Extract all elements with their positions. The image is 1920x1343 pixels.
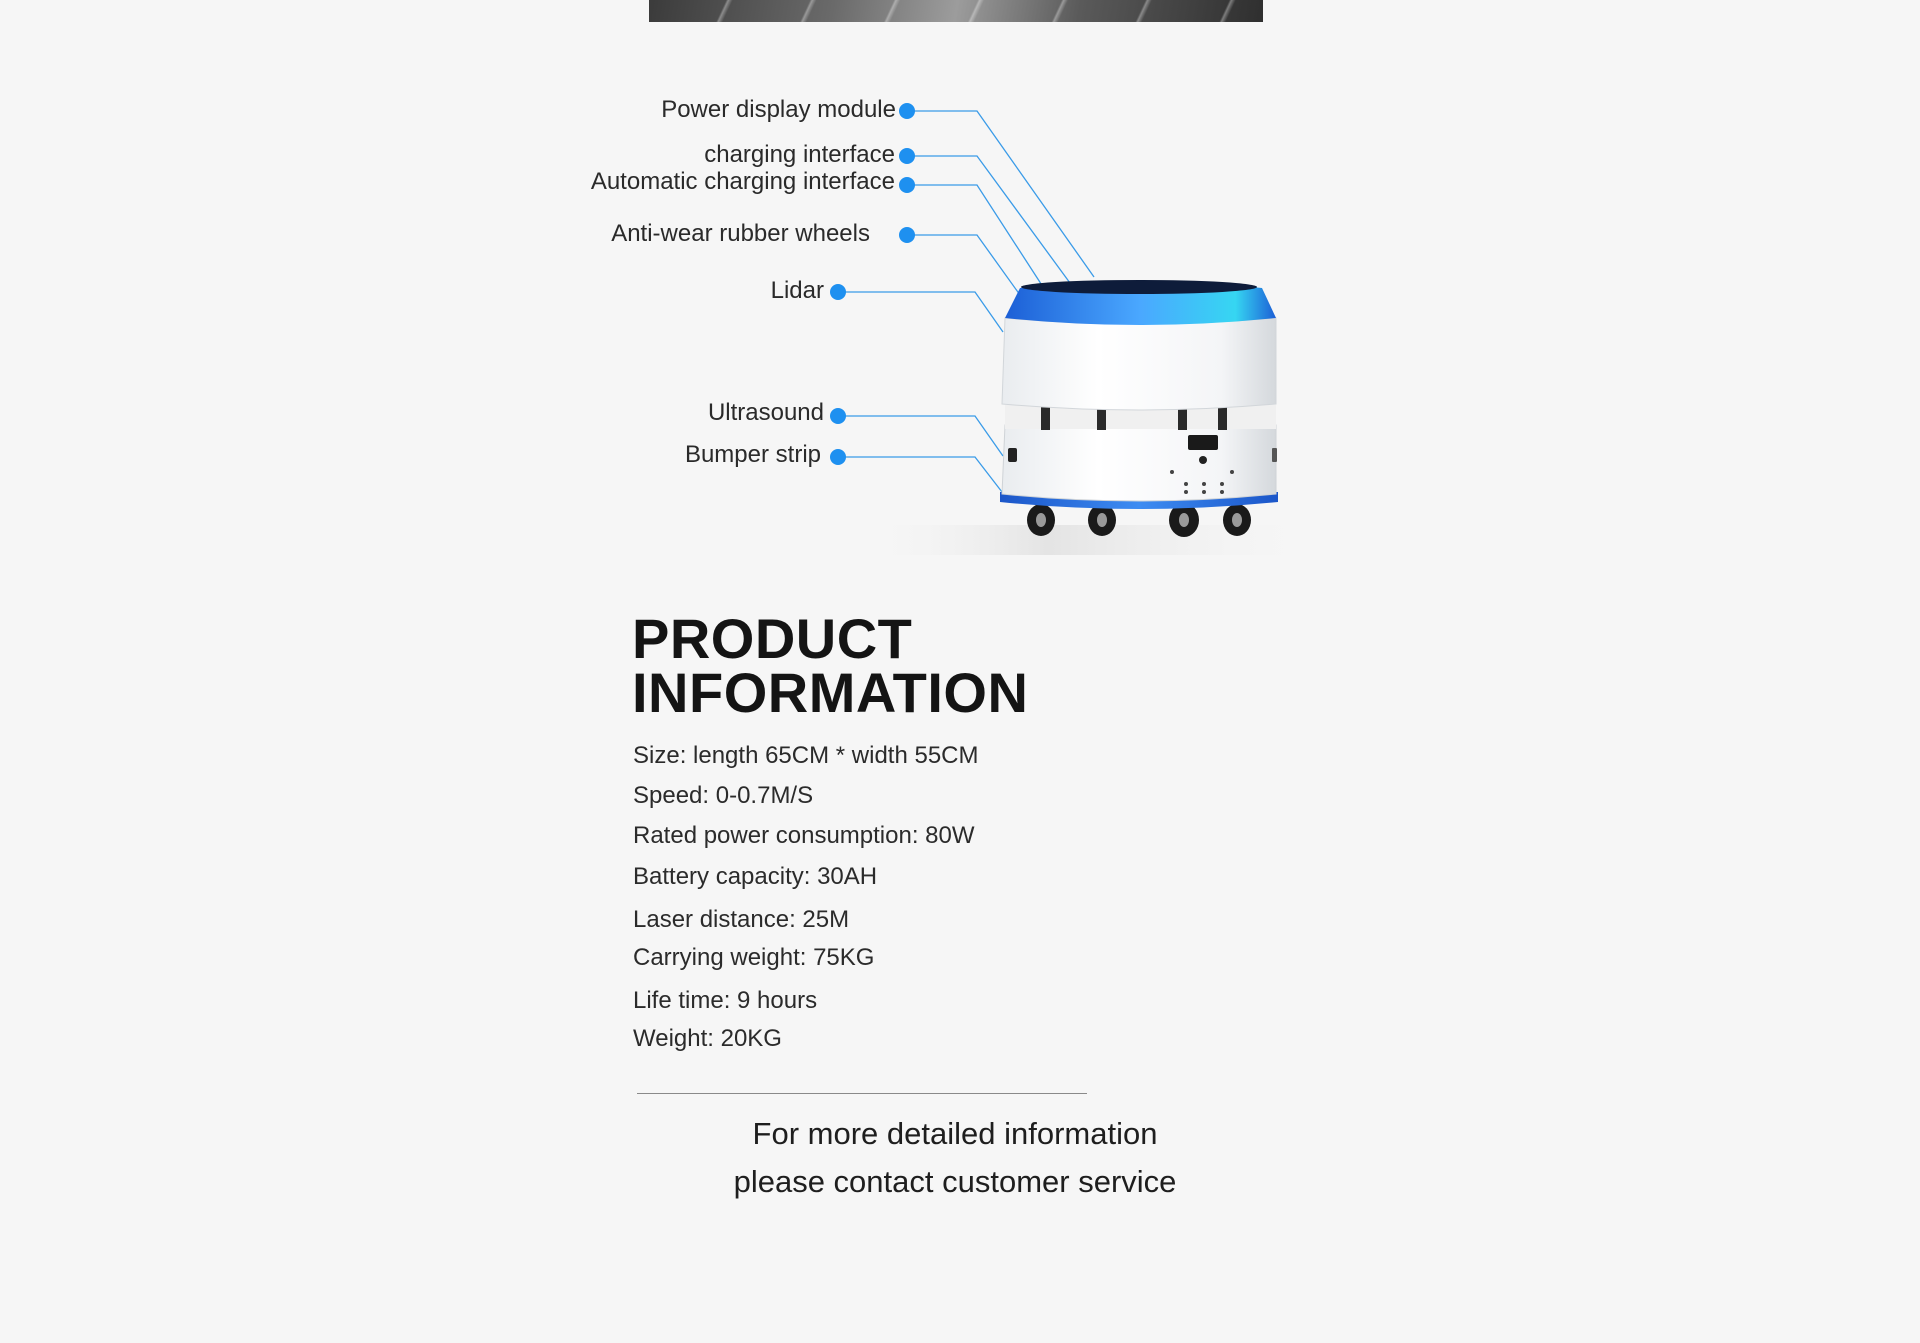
robot-power-display: [1188, 435, 1218, 450]
robot-button: [1199, 456, 1207, 464]
callout-line-bumper: [838, 457, 1002, 492]
robot-lower-body: [1002, 425, 1276, 501]
callout-label-power-display: Power display module: [661, 96, 896, 123]
spec-carrying-weight: Carrying weight: 75KG: [633, 944, 875, 971]
callout-line-charging-interface: [907, 156, 1070, 283]
robot-top-lid: [1021, 280, 1257, 294]
section-divider: [637, 1093, 1087, 1094]
contact-note: [700, 1110, 1210, 1206]
robot-wheel-hubs: [1036, 513, 1242, 527]
callout-label-ultrasound: Ultrasound: [707, 399, 824, 426]
spec-speed: Speed: 0-0.7M/S: [633, 782, 814, 809]
robot-image: [860, 280, 1330, 555]
spec-laser: Laser distance: 25M: [633, 906, 850, 933]
callout-label-bumper: Bumper strip: [684, 441, 821, 468]
callout-dot: [899, 148, 915, 164]
callout-dot: [899, 177, 915, 193]
product-information-title: [632, 607, 1029, 724]
callout-diagram-svg: [0, 0, 1920, 580]
callout-label-wheels: Anti-wear rubber wheels: [611, 220, 870, 247]
spec-life-time: Life time: 9 hours: [633, 987, 818, 1014]
callout-line-wheels: [907, 235, 1020, 295]
callout-label-automatic-charging: Automatic charging interface: [590, 168, 895, 195]
callout-line-automatic-charging: [907, 185, 1045, 290]
callout-dot: [830, 449, 846, 465]
title-line-1: PRODUCT: [632, 607, 913, 670]
spec-weight: Weight: 20KG: [633, 1025, 782, 1052]
robot-callout-diagram: [0, 0, 1920, 580]
spec-size: Size: length 65CM * width 55CM: [633, 742, 979, 769]
callout-label-charging-interface: charging interface: [704, 141, 895, 168]
callout-dot: [830, 284, 846, 300]
spec-rated-power: Rated power consumption: 80W: [633, 822, 975, 849]
callout-dot: [830, 408, 846, 424]
title-line-2: INFORMATION: [632, 661, 1029, 724]
callout-line-lidar: [838, 292, 1003, 332]
contact-note-line-1: For more detailed information: [752, 1116, 1158, 1151]
callout-dot: [899, 103, 915, 119]
callout-dot: [899, 227, 915, 243]
callout-line-power-display: [907, 111, 1094, 277]
robot-side-sensor: [1272, 448, 1277, 462]
robot-upper-body: [1002, 318, 1276, 410]
robot-side-sensor: [1008, 448, 1017, 462]
spec-battery: Battery capacity: 30AH: [633, 863, 878, 890]
callout-line-ultrasound: [838, 416, 1003, 456]
contact-note-line-2: please contact customer service: [733, 1164, 1177, 1199]
callout-label-lidar: Lidar: [770, 277, 824, 304]
